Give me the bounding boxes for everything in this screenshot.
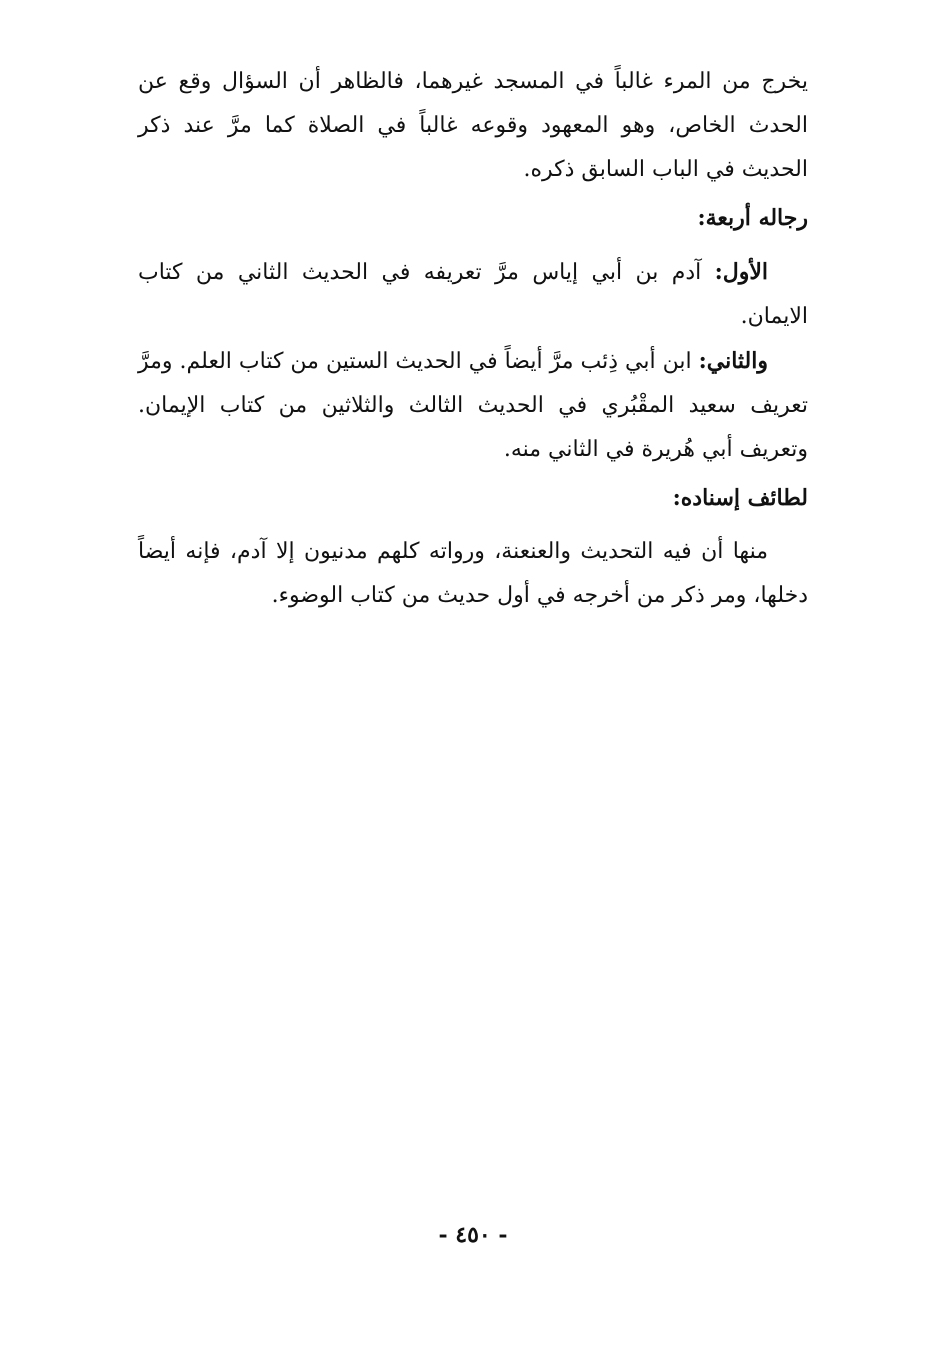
narrator-second-label: والثاني: <box>698 348 768 374</box>
rijal-heading: رجاله أربعة: <box>697 205 808 231</box>
intro-paragraph: يخرج من المرء غالباً في المسجد غيرهما، فالظاهر أن السؤال وقع عن الحدث الخاص، وهو المعهود وقوعه غالباً في الصلاة كما مرَّ عند ذكر الحديث في الباب السابق ذكره. <box>138 69 808 182</box>
narrator-second-paragraph <box>138 339 808 472</box>
page-number: - ٤٥٠ - <box>438 1222 508 1248</box>
body-text <box>138 60 808 618</box>
narrator-first-text: آدم بن أبي إياس مرَّ تعريفه في الحديث الثاني من كتاب الايمان. <box>138 260 808 329</box>
lataif-heading: لطائف إسناده: <box>672 485 808 511</box>
narrator-first-paragraph <box>138 250 808 339</box>
lataif-paragraph: منها أن فيه التحديث والعنعنة، ورواته كلهم مدنيون إلا آدم، فإنه أيضاً دخلها، ومر ذكر من أخرجه في أول حديث من كتاب الوضوء. <box>138 539 808 608</box>
narrator-second-text: ابن أبي ذِئب مرَّ أيضاً في الحديث الستين من كتاب العلم. ومرَّ تعريف سعيد المقْبُري في الحديث الثالث والثلاثين من كتاب الإيمان. وتعريف أبي هُريرة في الثاني منه. <box>138 349 808 462</box>
narrator-first-label: الأول: <box>714 259 768 285</box>
